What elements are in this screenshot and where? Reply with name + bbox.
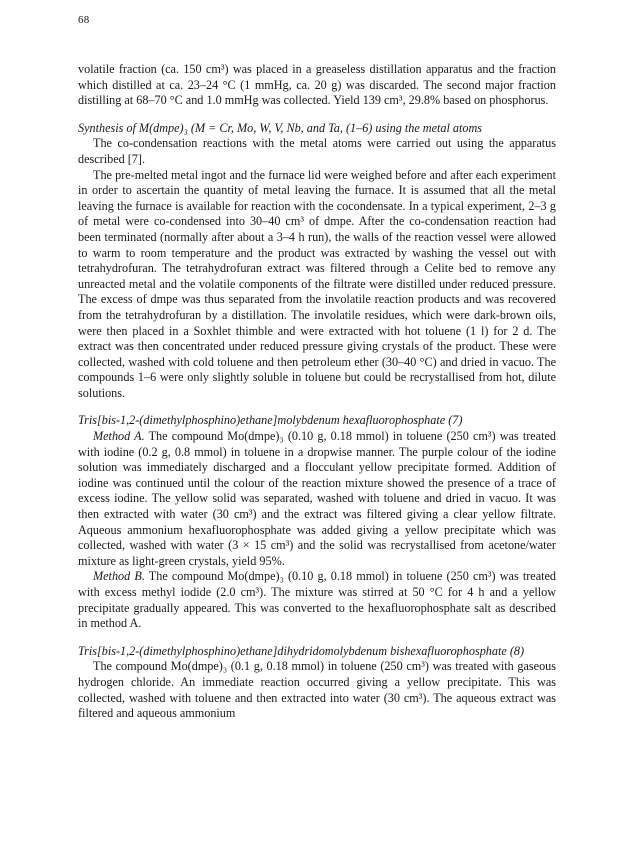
spacer [78, 401, 556, 413]
method-b-text: The compound Mo(dmpe)₃ (0.10 g, 0.18 mmol) in toluene (250 cm³) was treated with excess methyl iodide (2.0 cm³). The mixture was stirred at 50 °C for 4 h and a yellow precipitate gradually appeared. This was converted to the hexafluorophosphate salt as described in method A. [78, 569, 556, 631]
synthesis-paragraph-1: The co-condensation reactions with the metal atoms were carried out using the apparatus described [7]. [78, 136, 556, 166]
spacer [78, 632, 556, 644]
method-a-label: Method A. [93, 429, 145, 444]
method-b-label: Method B. [93, 569, 145, 584]
synthesis-heading: Synthesis of M(dmpe)₃ (M = Cr, Mo, W, V, Nb, and Ta, (1–6) using the metal atoms [78, 120, 483, 135]
page-number: 68 [78, 14, 90, 26]
compound-8-heading: Tris[bis-1,2-(dimethylphosphino)ethane]dihydridomolybdenum bishexafluorophosphate (8) [78, 643, 525, 658]
intro-paragraph: volatile fraction (ca. 150 cm³) was placed in a greaseless distillation apparatus and the fraction which distilled at ca. 23–24 °C (1 mmHg, ca. 20 g) was discarded. The second major fraction distilling at 68–70 °C and 1.0 mmHg was collected. Yield 139 cm³, 29.8% based on phosphorus. [78, 62, 556, 108]
compound-8-paragraph: The compound Mo(dmpe)₃ (0.1 g, 0.18 mmol) in toluene (250 cm³) was treated with gaseous hydrogen chloride. An immediate reaction occurred giving a yellow precipitate. This was collected, washed with toluene and then extracted into water (30 cm³). The aqueous extract was filtered and aqueous ammonium [78, 659, 556, 721]
method-b-paragraph [78, 569, 556, 631]
spacer [78, 109, 556, 121]
method-a-paragraph [78, 429, 556, 569]
compound-7-heading: Tris[bis-1,2-(dimethylphosphino)ethane]molybdenum hexafluorophosphate (7) [78, 413, 463, 428]
body-text [78, 62, 556, 722]
synthesis-paragraph-2: The pre-melted metal ingot and the furnace lid were weighed before and after each experiment in order to ascertain the quantity of metal leaving the furnace. It is assumed that all the metal leaving the furnace is available for reaction with the cocondensate. In a typical experiment, 2–3 g of metal were co-condensed into 30–40 cm³ of dmpe. After the co-condensation reaction had been terminated (normally after about a 3–4 h run), the walls of the reaction vessel were allowed to warm to room temperature and the product was extracted by washing the vessel out with tetrahydrofuran. The tetrahydrofuran extract was filtered through a Celite bed to remove any unreacted metal and the volatile components of the filtrate were distilled under reduced pressure. The excess of dmpe was thus separated from the involatile reaction products and was recovered from the tetrahydrofuran by a distillation. The involatile residues, which were dark-brown oils, were then placed in a Soxhlet thimble and were extracted with hot toluene (1 l) for 2 d. The extract was then concentrated under reduced pressure giving crystals of the product. These were collected, washed with cold toluene and then petroleum ether (30–40 °C) and dried in vacuo. The compounds 1–6 were only slightly soluble in toluene but could be recrystallised from hot, dilute solutions. [78, 167, 556, 400]
method-a-text: The compound Mo(dmpe)₃ (0.10 g, 0.18 mmol) in toluene (250 cm³) was treated with iodine (0.2 g, 0.8 mmol) in toluene in a dropwise manner. The purple colour of the iodine solution was immediately discharged and a flocculant yellow precipitate formed. Addition of iodine was continued until the colour of the reaction mixture showed the presence of a trace of excess iodine. The yellow solid was separated, washed with toluene and dried in vacuo. It was then extracted with water (30 cm³) and the extract was filtered giving a clear yellow filtrate. Aqueous ammonium hexafluorophosphate was added giving a yellow precipitate which was collected, washed with water (3 × 15 cm³) and the solid was recrystallised from acetone/water mixture as light-green crystals, yield 95%. [78, 429, 556, 568]
